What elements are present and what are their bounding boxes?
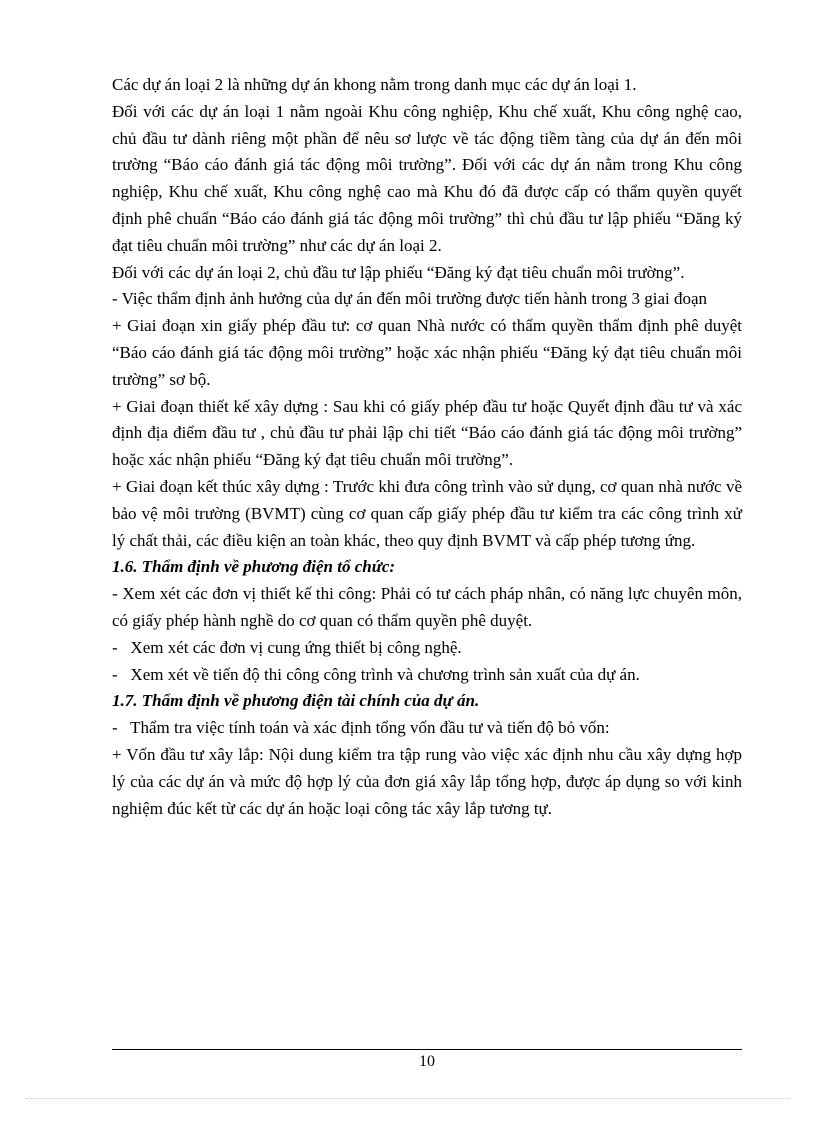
paragraph: Các dự án loại 2 là những dự án khong nằm trong danh mục các dự án loại 1. — [112, 75, 637, 94]
page-number: 10 — [419, 1053, 435, 1070]
paragraph: - Việc thẩm định ảnh hưởng của dự án đến môi trường được tiến hành trong 3 giai đoạn — [112, 289, 708, 309]
paragraph: Đối với các dự án loại 2, chủ đầu tư lập phiếu “Đăng ký đạt tiêu chuẩn môi trường”. — [112, 262, 685, 282]
section-heading: 1.7. Thẩm định về phương điện tài chính của dự án. — [112, 691, 480, 711]
page-bottom-divider — [26, 1098, 790, 1099]
paragraph: Đối với các dự án loại 1 nằm ngoài Khu công nghiệp, Khu chế xuất, Khu công nghệ cao, chủ đầu tư dành riêng một phần để nêu sơ lược về tác động tiềm tàng của dự án đến môi trường “Báo cáo đánh giá tác động môi trường”. Đối với các dự án nằm trong Khu công nghiệp, Khu chế xuất, Khu công nghệ cao mà Khu đó đã được cấp có thẩm quyền quyết định phê chuẩn “Báo cáo đánh giá tác động môi trường” thì chủ đầu tư lập phiếu “Đăng ký đạt tiêu chuẩn môi trường” như các dự án loại 2. — [112, 101, 742, 255]
paragraph: + Giai đoạn thiết kế xây dựng : Sau khi có giấy phép đầu tư hoặc Quyết định đầu tư và xác định địa điểm đầu tư , chủ đầu tư phải lập chi tiết “Báo cáo đánh giá tác động môi trường” hoặc xác nhận phiếu “Đăng ký đạt tiêu chuẩn môi trường”. — [112, 396, 742, 470]
paragraph: + Giai đoạn xin giấy phép đầu tư: cơ quan Nhà nước có thẩm quyền thẩm định phê duyệt “Báo cáo đánh giá tác động môi trường” hoặc xác nhận phiếu “Đăng ký đạt tiêu chuẩn môi trường” sơ bộ. — [112, 316, 742, 389]
paragraph: + Vốn đầu tư xây lắp: Nội dung kiểm tra tập rung vào việc xác định nhu cầu xây dựng hợp lý của các dự án và mức độ hợp lý của đơn giá xây lắp tổng hợp, được áp dụng so với kinh nghiệm đúc kết từ các dự án hoặc loại công tác xây lắp tương tự. — [112, 744, 742, 818]
list-item: - Thẩm tra việc tính toán và xác định tổng vốn đầu tư và tiến độ bỏ vốn: — [112, 718, 610, 738]
list-item: - Xem xét các đơn vị cung ứng thiết bị công nghệ. — [112, 637, 462, 657]
section-heading: 1.6. Thẩm định về phương điện tổ chức: — [112, 557, 396, 577]
paragraph: + Giai đoạn kết thúc xây dựng : Trước khi đưa công trình vào sử dụng, cơ quan nhà nước về bảo vệ môi trường (BVMT) cùng cơ quan cấp giấy phép đầu tư kiểm tra các công trình xử lý chất thải, các điều kiện an toàn khác, theo quy định BVMT và cấp phép tương ứng. — [112, 476, 742, 550]
document-body — [112, 72, 742, 822]
paragraph: - Xem xét các đơn vị thiết kế thi công: Phải có tư cách pháp nhân, có năng lực chuyên môn, có giấy phép hành nghề do cơ quan có thẩm quyền phê duyệt. — [112, 584, 742, 630]
footer-divider — [112, 1049, 742, 1050]
list-item: - Xem xét về tiến độ thi công công trình và chương trình sản xuất của dự án. — [112, 664, 640, 684]
